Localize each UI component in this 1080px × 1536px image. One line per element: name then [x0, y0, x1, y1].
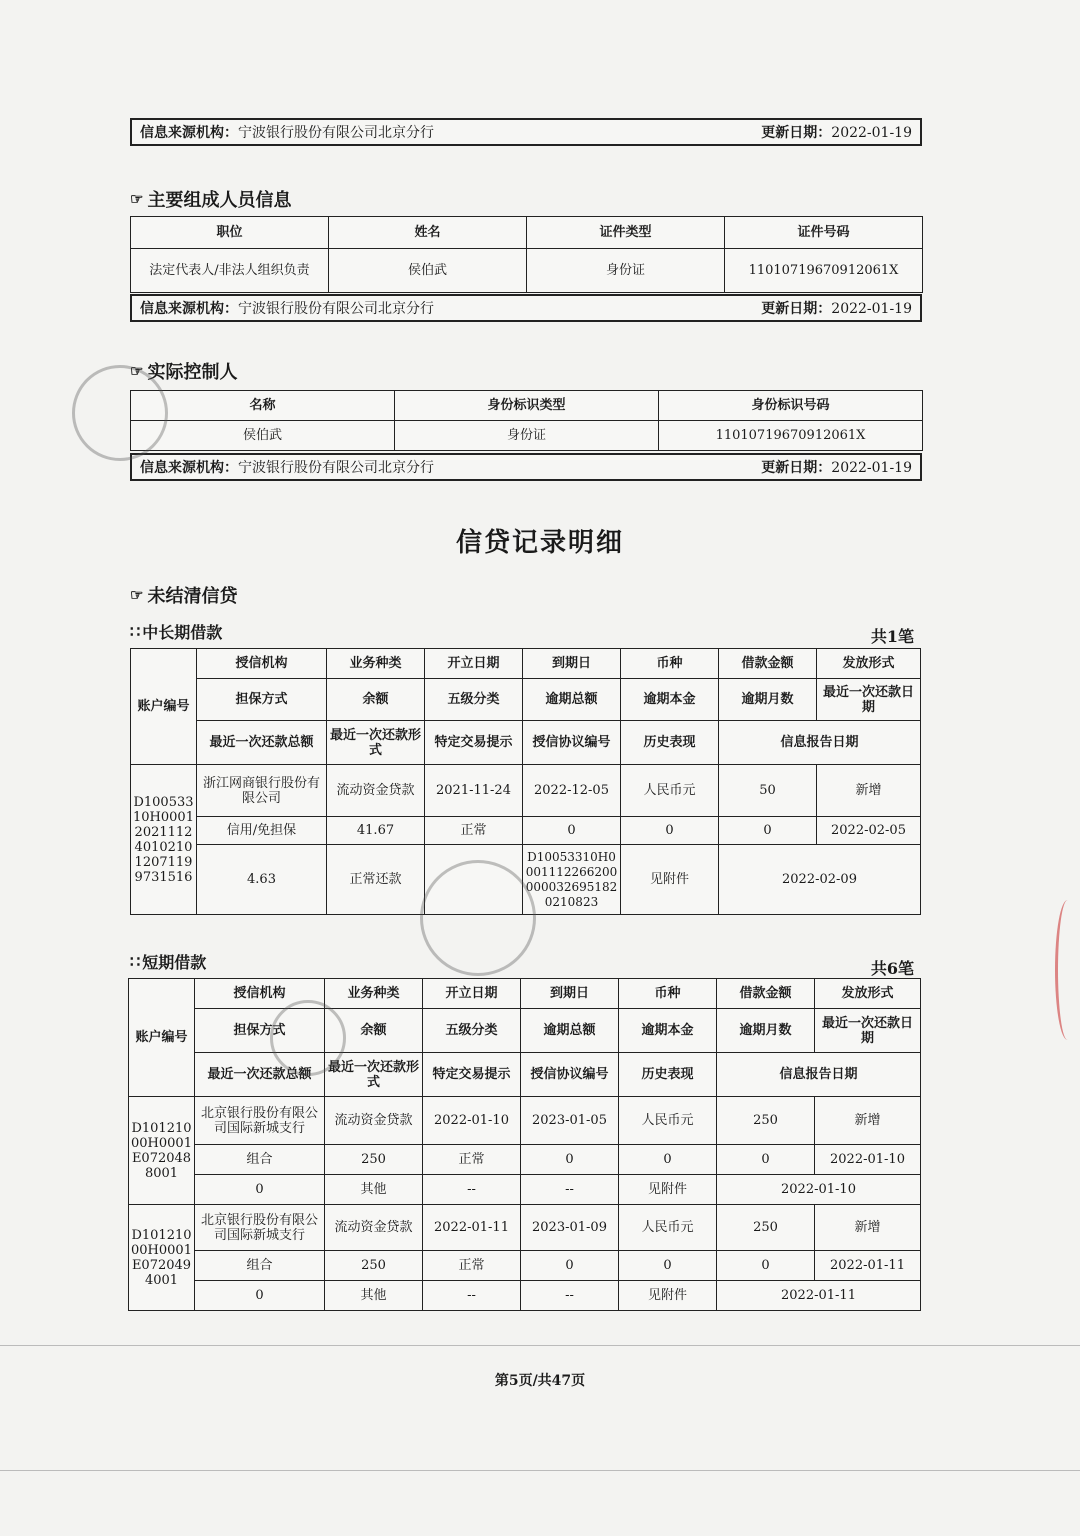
col-header: 证件类型 [527, 217, 725, 249]
id-number-cell: 11010719670912061X [725, 249, 923, 293]
pointing-hand-icon: ☞ [130, 362, 144, 380]
page-number: 第5页/共47页 [494, 1373, 586, 1389]
section-title-personnel: ☞ 主要组成人员信息 [130, 190, 292, 211]
subtitle-short-term: ∷ 短期借款 [130, 952, 207, 972]
name-cell: 侯伯武 [131, 421, 395, 451]
personnel-table [130, 216, 923, 293]
record-count: 共1笔 [870, 627, 914, 646]
short-term-loan-table: 账户编号 授信机构 业务种类 开立日期 到期日 币种 借款金额 发放形式 担保方式 余额 五级分类 逾期总额 逾期本金 逾期月数 最近一次还款日期 最近一次还款总额 最近一次还款形式 特定交易提示 授信协议编号 历史表现 信息报告日期 D10121000H0001E0720488001 北京银行股份有限公司国际新城支行 流动资金贷款 2022-01-10 2023-01-05 人民币元 250 新增 组合 250 正常 0 0 0 2022-01-10 0 其他 -- -- 见附件 2022-01-10 D10121000H0001E0720494001 北京银行股份有限公司国际新城支行 流动资金贷款 2022-01-11 2023-01-09 人民币元 250 新增 组合 250 正常 0 0 0 2022-01-11 0 其他 -- -- 见附件 2022-01-11 [128, 978, 921, 1311]
update-date: 2022-01-19 [831, 125, 912, 141]
dot-grid-icon: ∷ [130, 622, 141, 641]
id-number-cell: 11010719670912061X [659, 421, 923, 451]
red-stamp-mark [1055, 900, 1080, 1040]
col-header: 证件号码 [725, 217, 923, 249]
source-info-bar: 信息来源机构：宁波银行股份有限公司北京分行 更新日期：2022-01-19 [130, 294, 922, 322]
col-header: 职位 [131, 217, 329, 249]
stamp-seal-icon [270, 1000, 346, 1076]
document-title: 信贷记录明细 [455, 528, 624, 558]
scan-line [0, 1470, 1080, 1471]
source-info-bar: 信息来源机构：宁波银行股份有限公司北京分行 更新日期：2022-01-19 [130, 118, 922, 146]
pointing-hand-icon: ☞ [130, 586, 144, 604]
subtitle-long-term: ∷ 中长期借款 [130, 622, 223, 642]
agreement-number: D10053310H00011122662000000326951820210823 [523, 845, 621, 915]
long-term-loan-table: 账户编号 授信机构 业务种类 开立日期 到期日 币种 借款金额 发放形式 担保方式 余额 五级分类 逾期总额 逾期本金 逾期月数 最近一次还款日期 最近一次还款总额 最近一次还款形式 特定交易提示 授信协议编号 历史表现 信息报告日期 D10053310H00012021112401021012071199731516 浙江网商银行股份有限公司 流动资金贷款 2021-11-24 2022-12-05 人民币元 50 新增 信用/免担保 41.67 正常 0 0 0 2022-02-05 4.63 正常还款 D10053310H00011122662000000326951820210823 见附件 2022-02-09 [130, 648, 921, 915]
account-header: 账户编号 [129, 979, 195, 1097]
account-number: D10121000H0001E0720488001 [129, 1097, 195, 1205]
stamp-seal-icon [420, 860, 536, 976]
position-cell: 法定代表人/非法人组织负责 [131, 249, 329, 293]
col-header: 身份标识号码 [659, 391, 923, 421]
stamp-seal-icon [72, 365, 168, 461]
scan-line [0, 1345, 1080, 1346]
col-header: 名称 [131, 391, 395, 421]
controller-table [130, 390, 923, 451]
dot-grid-icon: ∷ [130, 952, 141, 971]
source-institution: 宁波银行股份有限公司北京分行 [238, 125, 434, 141]
record-count: 共6笔 [870, 959, 914, 978]
col-header: 身份标识类型 [395, 391, 659, 421]
account-number: D10121000H0001E0720494001 [129, 1205, 195, 1311]
source-info-bar: 信息来源机构：宁波银行股份有限公司北京分行 更新日期：2022-01-19 [130, 453, 922, 481]
name-cell: 侯伯武 [329, 249, 527, 293]
account-number: D10053310H00012021112401021012071199731516 [131, 765, 197, 915]
id-type-cell: 身份证 [395, 421, 659, 451]
account-header: 账户编号 [131, 649, 197, 765]
section-title-controller: ☞ 实际控制人 [130, 362, 238, 383]
col-header: 姓名 [329, 217, 527, 249]
section-title-unsettled: ☞ 未结清信贷 [130, 586, 238, 607]
pointing-hand-icon: ☞ [130, 190, 144, 208]
id-type-cell: 身份证 [527, 249, 725, 293]
